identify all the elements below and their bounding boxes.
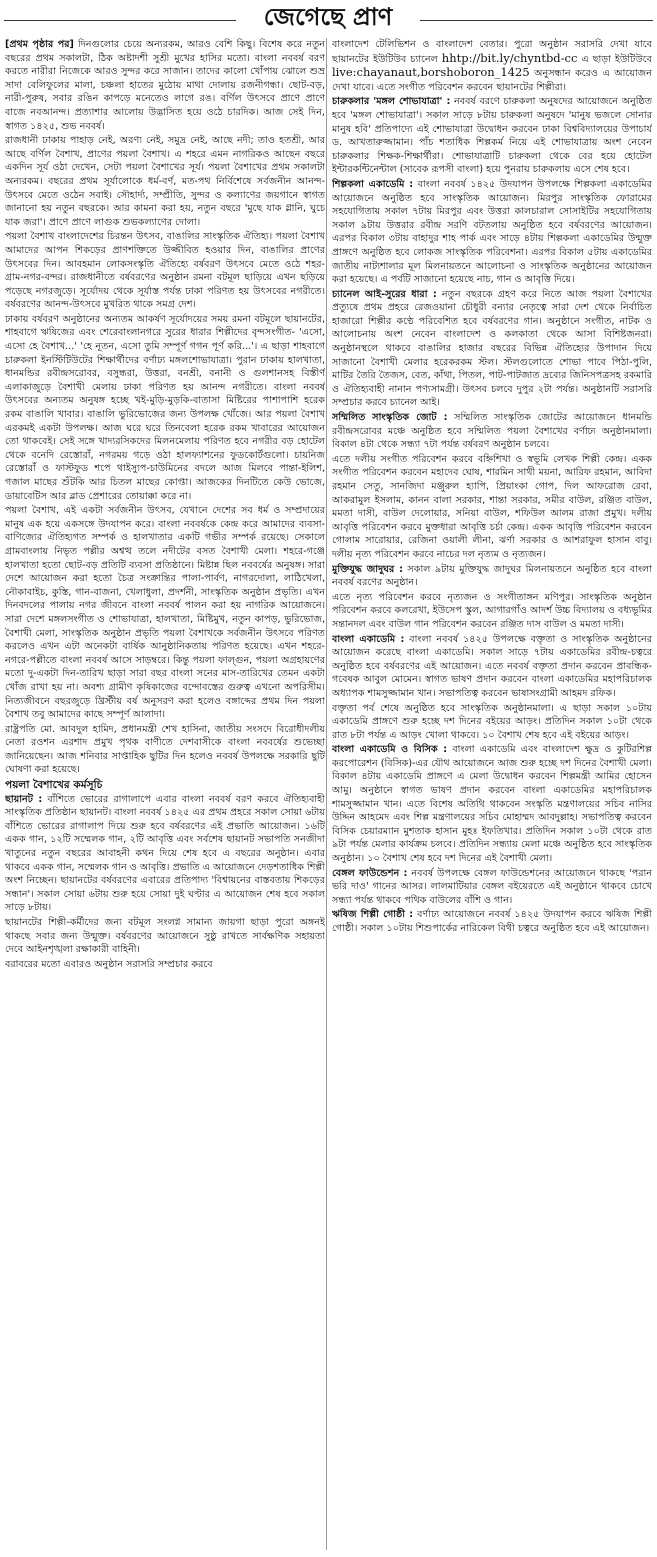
paragraph-text: এ ছাড়া ইউটিউবে — [581, 53, 652, 65]
paragraph: পয়লা বৈশাখ বাংলাদেশের চিরন্তন উৎসব, বাঙালির সাংস্কৃতিক ঐতিহ্য। পয়লা বৈশাখ আমাদের আপন শিকড়ের প্রাণশক্তিতে উজ্জীবিত হওয়ার দিন, বাঙালির প্রাণের উৎসবের দিন। আবহমান লোকসংস্কৃতি ঐতিহ্যে বর্ষবরণ উৎসবে মেতে ওঠে শহর-গ্রাম-নগর-বন্দর। রাজধানীতে বর্ষবরণের অনুষ্ঠান রমনা বটমূল ছাড়িয়ে এখন ছড়িয়ে পড়েছে নগরজুড়ে। সূর্যোদয় থেকে সূর্যাস্ত পর্যন্ত ঢাকা পরিণত হয় উৎসবের নগরীতে। বর্ষবরণের আনন্দ-উৎসবে মুখরিত থাকে সমগ্র দেশ। — [5, 231, 325, 311]
headline-rule-left — [4, 20, 236, 21]
paragraph-text: বাঁশিতে ভোরের রাগালাপে এবার বাংলা নববর্ষ বরণ করবে ঐতিহ্যবাহী সাংস্কৃতিক প্রতিষ্ঠান ছায়ানট। বাংলা নববর্ষ ১৪২৫ এর প্রথম প্রহরে সকাল সোয়া ৬টায় বাঁশিতে ভোরের রাগালাপ দিয়ে শুরু হবে বর্ষবরণের এই প্রভাতি আয়োজন। ১৬টি একক গান, ১২টি সম্মেলক গান, ২টি আবৃত্তি এবং সর্বশেষ ছায়ানট সভাপতি সনজীদা খাতুনের নতুন বছরের আবাহনী কথন দিয়ে শেষ হবে এ বছরের অনুষ্ঠান। এবার থাকবে একক গান, সম্মেলক গান ও আবৃত্তি। প্রভাতি এ আয়োজনে দেড়শতাধিক শিল্পী অংশ নিচ্ছেন। ছায়ানটের বর্ষবরণের এবারের প্রতিপাদ্য 'বিশ্বায়নের বাস্তবতায় শিকড়ের সন্ধান'। সকাল সোয়া ৬টায় শুরু হয়ে সোয়া দুই ঘণ্টার এ আয়োজন শেষ হবে সকাল সাড়ে ৮টায়। — [5, 793, 325, 914]
paragraph-text: অনুসন্ধান করেও এ আয়োজন দেখা যাবে। এতে সংগীত পরিবেশন করবেন ছায়ানটের শিল্পীরা। — [332, 68, 652, 93]
paragraph: বরাবরের মতো এবারও অনুষ্ঠান সরাসরি সম্প্রচার করবে — [5, 958, 213, 970]
section-label: চ্যানেল আই-সুরের ধারা : — [332, 288, 437, 300]
youtube-search-term: live:chayanaut,borshoboron_1425 — [332, 65, 530, 80]
section-label: সম্মিলিত সাংস্কৃতিক জোট : — [332, 412, 448, 424]
left-column — [5, 38, 325, 1550]
paragraph: এতে দলীয় সংগীত পরিবেশন করবে বহ্নিশিখা ও স্বভূমি লেখক শিল্পী কেন্দ্র। একক সংগীত পরিবেশন করবেন মহাদেব ঘোষ, শারমিন সাথী ময়না, আরিফ রহমান, আবিদা রহমান সেতু, সানজিদা মঞ্জুরুল হ্যাপি, প্রিয়াংকা গোপ, দিল আফরোজ রেবা, আকরামুল ইসলাম, কানন বালা সরকার, শান্তা সরকার, সমীর বাউল, রঞ্জিত বাউল, মমতা দাসী, বাউল দেলোয়ার, সনিয়া বাউল, শফিউল আলম রাজা প্রমুখ। দলীয় আবৃত্তি পরিবেশন করবে মুক্তধারা আবৃত্তি চর্চা কেন্দ্র। একক আবৃত্তি পরিবেশন করবেন গোলাম সারোয়ার, রেজিনা ওয়ালী লীনা, ঝর্ণা সরকার ও আশরাফুল হাসান বাবু। দলীয় নৃত্য পরিবেশন করবে নাচের দল নৃত্যম ও নৃত্যজন। — [332, 453, 652, 560]
paragraph: ঢাকায় বর্ষবরণ অনুষ্ঠানের অন্যতম আকর্ষণ সূর্যোদয়ের সময় রমনা বটমূলে ছায়ানটের, শাহবাগে ঋষিজের এবং শেরেবাংলানগরে সুরের ধারার শিল্পীদের বৃন্দসংগীত- 'এসো, এসো হে বৈশাখ...' 'হে নূতন, এসো তুমি সম্পূর্ণ গগন পূর্ণ করি...'। এ ছাড়া শাহবাগে চারুকলা ইনস্টিটিউটের শিক্ষার্থীদের বর্ণাঢ্য মঙ্গলশোভাযাত্রা। পুরান ঢাকায় হালখাতা, ধানমন্ডির রবীন্দ্রসরোবর, বসুন্ধরা, উত্তরা, বনশ্রী, বনানী ও গুলশানসহ বিস্তীর্ণ এলাকাজুড়ে বৈশাখী মেলায় ঢাকা পরিণত হয় আনন্দ নগরীতে। বাংলা নববর্ষ উৎসবের অন্যতম অনুষঙ্গ হচ্ছে খই-মুড়ি-মুড়কি-বাতাসা মিষ্টিরের পাশাপাশি হরেক রকম বাঙালি খাবার। বাঙালি ভুরিভোজের জন্য উপলক্ষ খোঁজে। আর পয়লা বৈশাখ এরকমই একটা উপলক্ষ। আজ ঘরে ঘরে তিনবেলা হরেক রকম খাবারের আয়োজন তো থাকবেই। সেই সঙ্গে খাদ্যরসিকদের মিলনমেলায় পরিণত হবে নগরীর বড় হোটেল থেকে বনেদি রেস্তোরাঁ, নগরময় গড়ে ওঠা হালফ্যাশনের ফুডকোর্টগুলো। চায়নিজ রেস্তোরাঁ ও ফাস্টফুড শপে থাইস্যুপ-চাউমিনের বদলে আজ মিলবে পান্তা-ইলিশ, গজাল মাছের শুঁটকি আর চিতল মাছের কোপ্তা। আজকের দিনটিতে কেউ ভোজে, ডায়াবেটিস আর ব্লাড প্রেশারের তোয়াক্কা করে না। — [5, 313, 325, 502]
paragraph-text: বাংলা নববর্ষ ১৪২৫ উপলক্ষে বক্তৃতা ও সাংস্কৃতিক অনুষ্ঠানের আয়োজন করেছে বাংলা একাডেমি। সকাল সাড়ে ৭টায় একাডেমির রবীন্দ্র-চত্বরে অনুষ্ঠিত হবে বর্ষবরণের এই আয়োজন। এতে নববর্ষ বক্তৃতা প্রদান করবেন প্রাবন্ধিক-গবেষক আবুল মোমেন। স্বাগত ভাষণ প্রদান করবেন বাংলা একাডেমির মহাপরিচালক অধ্যাপক শামসুজ্জামান খান। সভাপতিত্ব করবেন ভাষাসংগ্রামী আহমদ রফিক। — [332, 633, 652, 699]
youtube-link: hhtp://bit.ly/chyntbd-cc — [441, 50, 578, 65]
paragraph-text: সকাল ৯টায় মুক্তিযুদ্ধ জাদুঘর মিলনায়তনে অনুষ্ঠিত হবে বাংলা নববর্ষ বরণের অনুষ্ঠান। — [332, 563, 652, 589]
paragraph — [332, 867, 652, 908]
section-label: চারুকলার 'মঙ্গল শোভাযাত্রা' : — [332, 96, 451, 108]
paragraph: বক্তৃতা পর্ব শেষে অনুষ্ঠিত হবে সাংস্কৃতিক অনুষ্ঠানমালা। এ ছাড়া সকাল ১০টায় একাডেমি প্রাঙ্গণে শুরু হচ্ছে দশ দিনের বইয়ের আড়ং। প্রতিদিন সকাল ১০টা থেকে রাত ৮টা পর্যন্ত এ আড়ং খোলা থাকবে। ১০ বৈশাখ শেষ হবে এই বইয়ের আড়ং। — [332, 702, 652, 741]
paragraph — [332, 38, 652, 94]
program-heading: পয়লা বৈশাখের কর্মসূচি — [5, 779, 103, 792]
paragraph-text: বাংলা একাডেমি এবং বাংলাদেশ ক্ষুদ্র ও কুটিরশিল্প করপোরেশন (বিসিক)-এর যৌথ আয়োজনে আজ শুরু হচ্ছে দশ দিনের বৈশাখী মেলা। বিকাল ৪টায় একাডেমি প্রাঙ্গণে এ মেলা উদ্বোধন করবেন শিল্পমন্ত্রী আমির হোসেন আমু। অনুষ্ঠানে স্বাগত ভাষণ প্রদান করবেন বাংলা একাডেমির মহাপরিচালক শামসুজ্জামান খান। এতে বিশেষ অতিথি থাকবেন সংস্কৃতি মন্ত্রণালয়ের সচিব নাসির উদ্দিন আহমেদ এবং শিল্প মন্ত্রণালয়ের সচিব মোহাম্মদ আবদুল্লাহ। সভাপতিত্ব করবেন বিসিক চেয়ারম্যান মুশতাক হাসান মুহঃ ইফতিখার। প্রতিদিন সকাল ১০টা থেকে রাত ৯টা পর্যন্ত মেলার কার্যক্রম চলবে। প্রতিদিন সন্ধ্যায় মেলা মঞ্চে অনুষ্ঠিত হবে সাংস্কৃতিক অনুষ্ঠান। ১০ বৈশাখ শেষ হবে দশ দিনের এই বৈশাখী মেলা। — [332, 744, 652, 865]
headline-bar — [0, 0, 657, 34]
paragraph: ছায়ানটের শিল্পী-কর্মীদের জন্য বটমূল সংলগ্ন সামান্য জায়গা ছাড়া পুরো অঙ্গনই থাকছে সবার জন্য উন্মুক্ত। বর্ষবরণের আয়োজনে সুষ্ঠু রাখতে সার্বক্ষণিক সহায়তা দেবে আইনশৃঙ্খলা রক্ষাকারী বাহিনী। — [5, 917, 325, 956]
paragraph-text: নতুন বছরকে গ্রহণ করে নিতে আজ পয়লা বৈশাখের প্রত্যুষে প্রথম প্রহরে রেজওয়ানা চৌধুরী বন্যার নেতৃত্বে সারা দেশ থেকে নির্বাচিত হাজারো শিল্পীর কণ্ঠে পরিবেশিত হবে বর্ষবরণের গান। অনুষ্ঠানে সংগীত, নাটক ও আলোচনায় অংশ নেবেন বাংলাদেশ ও কলকাতা থেকে আসা বিশিষ্টজনরা। অনুষ্ঠানস্থলে থাকবে বাঙালির হাজার বছরের বিভিন্ন ঐতিহ্যের উপাদান দিয়ে সাজানো বৈশাখী মেলার হরেকরকম স্টল। স্টলগুলোতে শোভা পাবে পিঠা-পুলি, মাটির তৈরি তৈজস, বেত, কাঁথা, পিতল, পাট-পাটজাত দ্রব্যের জিনিসপত্রসহ রকমারি ও ঐতিহ্যবাহী নানান পণ্যসামগ্রী। উৎসব চলবে দুপুর ২টা পর্যন্ত। অনুষ্ঠানটি সরাসরি সম্প্রচার করবে চ্যানেল আই। — [332, 288, 652, 409]
paragraph — [332, 563, 652, 590]
paragraph — [332, 178, 652, 287]
paragraph — [332, 288, 652, 410]
paragraph — [5, 38, 325, 133]
right-column — [332, 38, 652, 1550]
paragraph-text: নববর্ষ বরণে চারুকলা অনুষদের আয়োজনে অনুষ্ঠিত হবে 'মঙ্গল শোভাযাত্রা'। সকাল সাড়ে ৮টায় চারুকলা অনুষদে 'মানুষ ভজলে সোনার মানুষ হবি' প্রতিপাদ্যে এই শোভাযাত্রা উদ্বোধন করবেন ঢাকা বিশ্ববিদ্যালয়ের উপাচার্য ড. আখতারুজ্জামান। পাঁচ শতাধিক শিল্পকর্ম নিয়ে এই শোভাযাত্রায় অংশ নেবেন চারুকলার শিক্ষক-শিক্ষার্থীরা। শোভাযাত্রাটি চারুকলা থেকে বের হয়ে হোটেল ইন্টারকন্টিনেন্টাল (সাবেক রূপসী বাংলা) হয়ে পুনরায় চারুকলায় এসে শেষ হবে। — [332, 96, 652, 176]
paragraph — [332, 743, 652, 865]
section-label: মুক্তিযুদ্ধ জাদুঘর : — [332, 563, 403, 575]
column-divider — [326, 38, 327, 1550]
section-label: ছায়ানট : — [5, 793, 43, 805]
paragraph-text: সম্মিলিত সাংস্কৃতিক জোটের আয়োজনে ধানমন্ডি রবীন্দ্রসরোবর মঞ্চে অনুষ্ঠিত হবে সম্মিলিত পয়লা বৈশাখের বর্ণাঢ্য অনুষ্ঠানমালা। বিকাল ৪টা থেকে সন্ধ্যা ৭টা পর্যন্ত বর্ষবরণ অনুষ্ঠান চলবে। — [332, 412, 652, 451]
paragraph: পয়লা বৈশাখ, এই একটা সর্বজনীন উৎসব, যেখানে দেশের সব ধর্ম ও সম্প্রদায়ের মানুষ এক হয়ে একসঙ্গে উদযাপন করে। বাংলা নববর্ষকে কেন্দ্র করে আমাদের ব্যবসা-বাণিজ্যের ঐতিহ্যগত সম্পর্ক ও হালখাতার একটি গভীর সম্পর্ক রয়েছে। সেকালে গ্রামবাংলায় নিভৃত পল্লীর অশ্বত্থ তলে নদীটের বসত বৈশাখী মেলা। শহরে-গঞ্জে হালখাতা হতো ছোট-বড় প্রতিটি ব্যবসা প্রতিষ্ঠানে। মিষ্টান্ন ছিল নববর্ষের অনুষঙ্গ। সারা দেশে আয়োজন করা হতো চৈত্র সংক্রান্তির পালা-পার্বণ, নাগরদোলা, লাঠিখেলা, নৌকাবাইচ, কুস্তি, গান-বাজনা, খেলাধুলা, প্রদর্শনী, সাংস্কৃতিক অনুষ্ঠান প্রভৃতি। এখন দিনবদলের পালায় নগর জীবনে বাংলা নববর্ষ পালন করা হয় নাগরিক আয়োজনে। সারা দেশে মঙ্গলসংগীত ও শোভাযাত্রা, হালখাতা, মিষ্টিমুখ, নতুন কাপড়, ভুরিভোজ, বৈশাখী মেলা, সাংস্কৃতিক অনুষ্ঠান প্রভৃতি পয়লা বৈশাখকে সর্বজনীন উৎসবে পরিণত করলেও এখন এটা অনেকটা বার্ষিক আনুষ্ঠানিকতায় পরিণত হয়েছে। এখন শহরে-নগরে-পল্লীতে বাংলা নববর্ষ আসে সাড়ম্বরে। কিন্তু পয়লা ফাল্গুন, পয়লা অগ্রহায়ণের মতো দু-একটা দিন-তারিখ ছাড়া সারা বছর বাংলা সনের মাস-তারিখের তেমন একটা খোঁজ রাখা হয় না। অবশ্য গ্রামীণ কৃষিকাজের বন্দোবস্তের গুরুত্ব এখনো অপরিসীম। নিত্যজীবনে বছরজুড়ে খ্রিস্টীয় বর্ষ অনুসরণ করা হলেও বঙ্গাব্দের প্রথম দিন পয়লা বৈশাখ তবু আমাদের কাছে সম্পূর্ণ আলাদা। — [5, 505, 325, 721]
paragraph-text: নববর্ষ উপলক্ষে বেঙ্গল ফাউন্ডেশনের আয়োজনে থাকছে 'পরান ভরি দাও' গানের আসর। লালমাটিয়ার বেঙ্গল বইয়েরতে এই অনুষ্ঠানে থাকবে চোখে সন্ধ্যা পর্যন্ত থাকবে পথিক বাউলের বাঁশি ও গান। — [332, 867, 652, 906]
section-label: বাংলা একাডেমি ও বিসিক : — [332, 744, 448, 756]
paragraph-text: বাংলাদেশ টেলিভিশন ও বাংলাদেশ বেতার। পুরো অনুষ্ঠান সরাসরি দেখা যাবে ছায়ানটের ইউটিউব চ্যানেল — [332, 39, 652, 65]
paragraph: রাজধানী ঢাকায় পাহাড় নেই, অরণ্য নেই, সমুদ্র নেই, আছে নদী; তাও হতশ্রী, আর আছে বর্ণিল বৈশাখ, প্রাণের পয়লা বৈশাখ। এ শহরে এমন নাগরিকও আছেন বছরে একদিন সূর্য ওঠা দেখেন, সেটা পয়লা বৈশাখের সূর্য। পয়লা বৈশাখের প্রথম সকালটা অন্যরকম। বছরের প্রথম সূর্যালোকে ধর্ম-বর্ণ, মত-পথ নির্বিশেষে সর্বজনীন আনন্দ-উৎসবে মেতে ওঠেন সবাই। সৌহার্দ্য, সম্প্রীতি, সুন্দর ও কল্যাণের জয়গানে স্বাগত জানানো হয় নতুন বছরকে। আর কামনা করা হয়, নতুন বছরে 'মুছে যাক গ্লানি, ঘুচে যাক জরা'। প্রাণে প্রাণে লাগুক শুভকল্যাণের দোলা। — [5, 135, 325, 228]
paragraph — [332, 411, 652, 452]
section-label: শিল্পকলা একাডেমি : — [332, 178, 414, 190]
paragraph — [332, 908, 652, 935]
paragraph-text: বর্ণাঢ্য আয়োজনে নববর্ষ ১৪২৫ উদযাপন করবে ঋষিজ শিল্পী গোষ্ঠী। সকাল ১০টায় শিশুপার্কের নারিকেল বিথী চত্বরে অনুষ্ঠিত হবে এই আয়োজন। — [332, 909, 652, 934]
paragraph: এতে নৃত্য পরিবেশন করবে নৃত্যজন ও সংগীতাঙ্গন মণিপুর। সাংস্কৃতিক অনুষ্ঠান পরিবেশন করবে কলরেখা, ইউসেপ স্কুল, আগারগাঁও আদর্শ উচ্চ বিদ্যালয় ও বধ্যভূমির সন্তানদল এবং বাউল গান পরিবেশন করবেন রঞ্জিত দাস বাউল ও মমতা দাসী। — [332, 591, 652, 630]
paragraph: রাষ্ট্রপতি মো. আবদুল হামিদ, প্রধানমন্ত্রী শেখ হাসিনা, জাতীয় সংসদে বিরোধীদলীয় নেতা রওশন এরশাদ প্রমুখ পৃথক বাণীতে দেশবাসীকে বাংলা নববর্ষের শুভেচ্ছা জানিয়েছেন। আজ শনিবার সাপ্তাহিক ছুটির দিন হলেও নববর্ষ উপলক্ষে সরকারি ছুটি ঘোষণা করা হয়েছে। — [5, 723, 325, 776]
paragraph — [332, 633, 652, 701]
section-label: ঋষিজ শিল্পী গোষ্ঠী : — [332, 909, 414, 921]
paragraph — [5, 793, 325, 915]
page-headline: জেগেছে প্রাণ — [263, 2, 393, 31]
paragraph-text: দিনগুলোর চেয়ে অন্যরকম, আরও বেশি কিছু। বিশেষ করে নতুন বছরের প্রথম সকালটা, ঠিক অষ্টাদশী সুশ্রী মুখের হাসির মতো। বাংলা নববর্ষ বরণ করতে নারীরা নিজেকে আরও সুন্দর করে সাজান। তাদের কালো খোঁপায় ঝোলে শুভ্র সাদা বেলিফুলের মালা, চঞ্চলা হাতের মুঠোয় মাথা দোলায় রজনীগন্ধা। ছোট-বড়, নারী-পুরুষ, সবার রঙিন কাপড়ে মনেতেও লাগে রঙ। বর্ণিল উৎসবে প্রাণে প্রাণে বাজে নবআনন্দ। প্রত্যাশার আলোয় উদ্ভাসিত হয়ে ওঠে চারদিক। আজ সেই দিন, স্বাগত ১৪২৫, শুভ নববর্ষ। — [5, 39, 325, 132]
paragraph-text: বাংলা নববর্ষ ১৪২৫ উদযাপন উপলক্ষে শিল্পকলা একাডেমির আয়োজনে অনুষ্ঠিত হবে সাংস্কৃতিক আয়োজন। মিরপুর সাংস্কৃতিক ফোরামের সহযোগিতায় সকাল ৭টায় মিরপুর এবং উত্তরা কালচারাল সোসাইটির সহযোগিতায় সকাল ৯টায় উত্তরার রবীন্দ্র সরণি বটতলায় অনুষ্ঠিত হবে বর্ষবরণের আয়োজন। এরপর বিকাল ৩টায় বাহাদুর শাহ পার্ক এবং সাড়ে ৪টায় শিল্পকলা একাডেমির উন্মুক্ত প্রাঙ্গণে অনুষ্ঠিত হবে লোকজ সাংস্কৃতিক পরিবেশনা। এরপর বিকাল ৫টায় একাডেমির জাতীয় নাট্যশালার মূল মিলনায়তনে আলোচনা ও সাংস্কৃতিক অনুষ্ঠানের আয়োজন করা হয়েছে। এ পর্বটি সাজানো হয়েছে নাচ, গান ও আবৃত্তি দিয়ে। — [332, 178, 652, 286]
continued-label: [প্রথম পৃষ্ঠার পর] — [5, 39, 74, 50]
paragraph — [332, 95, 652, 177]
headline-rule-right — [420, 20, 653, 21]
section-label: বাংলা একাডেমি : — [332, 633, 405, 645]
section-label: বেঙ্গল ফাউন্ডেশন : — [332, 867, 408, 879]
